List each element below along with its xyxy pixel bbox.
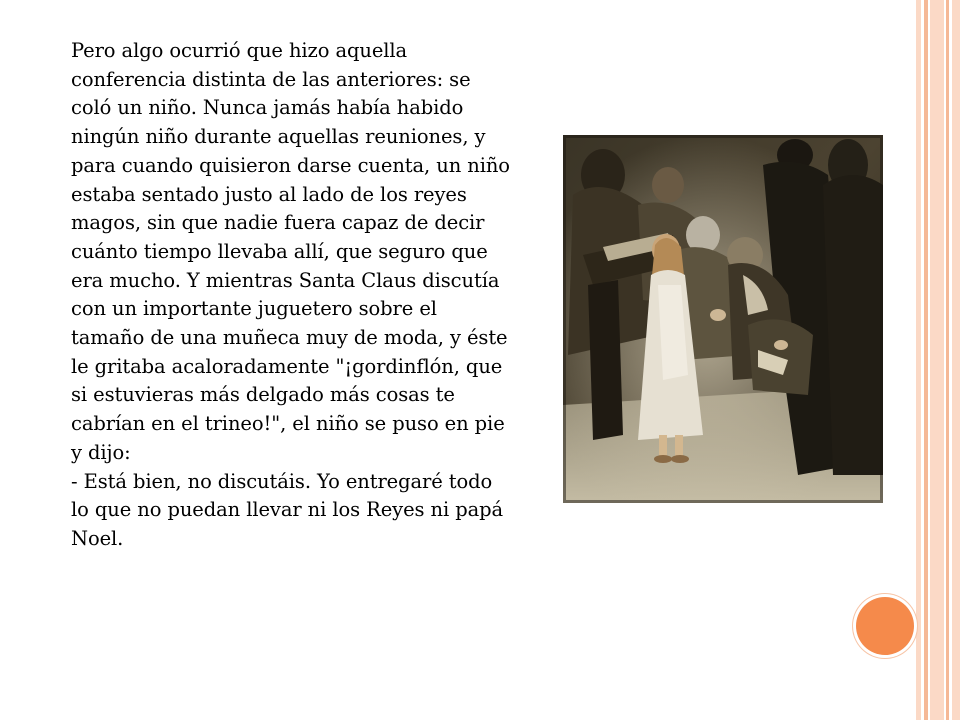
border-stripe [916,0,921,720]
slide-body-text [71,37,511,554]
child-quote-paragraph: - Está bien, no discutáis. Yo entregaré todo lo que no puedan llevar ni los Reyes ni papá Noel. [71,469,504,550]
painting-image [563,135,883,503]
story-paragraph: Pero algo ocurrió que hizo aquella conferencia distinta de las anteriores: se coló un niño. Nunca jamás había habido ningún niño durante aquellas reuniones, y para cuando quisieron darse cuenta, un niño estaba sentado justo al lado de los reyes magos, sin que nadie fuera capaz de decir cuánto tiempo llevaba allí, que seguro que era mucho. Y mientras Santa Claus discutía con un importante juguetero sobre el tamaño de una muñeca muy de moda, y éste le gritaba acaloradamente "¡gordinflón, que si estuvieras más delgado más cosas te cabrían en el trineo!", el niño se puso en pie y dijo: [71,39,510,464]
border-stripe [946,0,949,720]
border-stripe [930,0,944,720]
decorative-orange-circle [856,597,914,655]
slide-border-stripes [916,0,960,720]
border-stripe [924,0,928,720]
border-stripe [952,0,960,720]
